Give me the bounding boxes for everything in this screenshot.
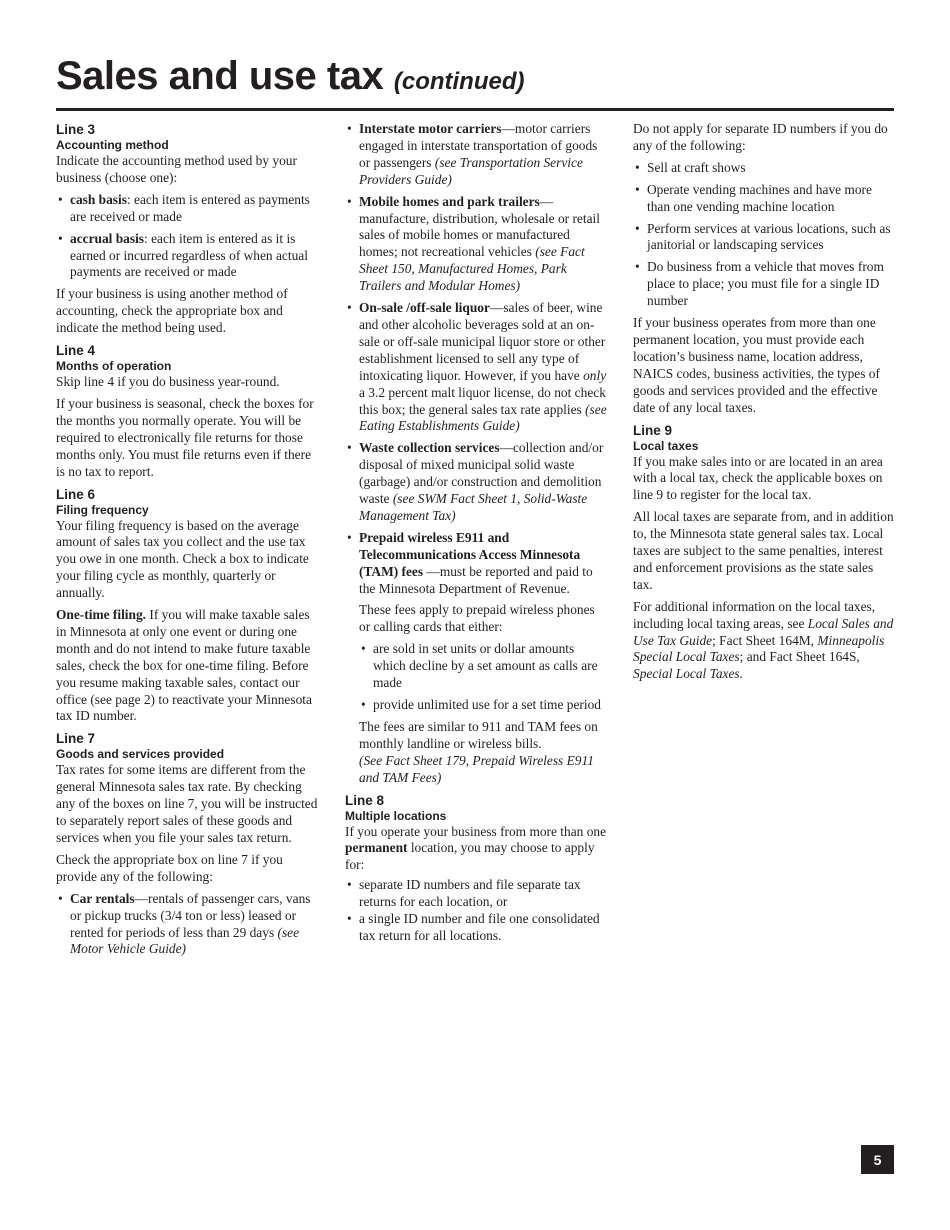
page-number: 5 bbox=[861, 1145, 894, 1174]
reference: (see Transportation Service Providers Guide) bbox=[359, 154, 583, 187]
separate-id-intro: Do not apply for separate ID numbers if you do any of the following: bbox=[633, 121, 888, 153]
line9-heading: Line 9 bbox=[633, 422, 673, 438]
title-rule bbox=[56, 108, 894, 111]
line4-p2: If your business is seasonal, check the boxes for the months you normally operate. You will be required to electronically file returns for those months only. You must file returns even if there is no tax to report. bbox=[56, 395, 314, 479]
line7-p2: Check the appropriate box on line 7 if you provide any of the following: bbox=[56, 851, 283, 884]
text: —sales of beer, wine and other alcoholic beverages sold at an on-sale or off-sale municipal liquor store or other establishment licensed to sell any type of intoxicating liquor. However, if you have bbox=[359, 300, 606, 383]
line3-outro: If your business is using another method of accounting, check the appropriate box and indicate the method being used. bbox=[56, 286, 288, 336]
text: —manufacture, distribution, wholesale or retail sales of mobile homes or manufactured homes; not recreational vehicles bbox=[359, 193, 600, 260]
text: —must be reported and paid to the Minnesota Department of Revenue. bbox=[359, 563, 593, 596]
column-3 bbox=[633, 121, 895, 688]
list-item: • provide unlimited use for a set time period bbox=[359, 697, 607, 714]
list-item: • Sell at craft shows bbox=[633, 160, 895, 177]
line4-subheading: Months of operation bbox=[56, 359, 172, 374]
term: cash basis bbox=[70, 191, 127, 207]
line3-intro: Indicate the accounting method used by your business (choose one): bbox=[56, 153, 297, 185]
list-item bbox=[345, 440, 607, 525]
text: location, you may choose to apply for: bbox=[345, 840, 595, 873]
line9-p3 bbox=[633, 599, 895, 684]
line6-heading: Line 6 bbox=[56, 486, 96, 502]
text: a 3.2 percent malt liquor license, do not check this box; the general sales tax rate applies bbox=[359, 384, 606, 417]
line8-heading: Line 8 bbox=[345, 792, 385, 808]
line7-heading: Line 7 bbox=[56, 731, 96, 747]
line6-p2 bbox=[56, 607, 318, 725]
list-item bbox=[56, 891, 318, 959]
emphasis: only bbox=[583, 367, 607, 383]
separate-id-list bbox=[633, 160, 895, 310]
list-item: • Perform services at various locations, such as janitorial or landscaping services bbox=[633, 221, 895, 255]
line8-intro bbox=[345, 824, 607, 875]
line4-heading: Line 4 bbox=[56, 343, 96, 359]
line3-heading: Line 3 bbox=[56, 122, 96, 137]
term: Prepaid wireless E911 and Telecommunications Access Minnesota (TAM) fees bbox=[359, 529, 581, 579]
reference: Minneapolis Special Local Taxes bbox=[633, 632, 885, 665]
list-item bbox=[345, 194, 607, 295]
line3-list bbox=[56, 192, 318, 282]
text: : each item is entered as it is earned or incurred regardless of when actual payments are received or made bbox=[70, 230, 308, 280]
title-continued: (continued) bbox=[393, 68, 525, 95]
term: Waste collection services bbox=[359, 440, 500, 456]
line8-subheading: Multiple locations bbox=[345, 808, 447, 823]
column-2 bbox=[345, 121, 607, 950]
reference: (see SWM Fact Sheet 1, Solid-Waste Management Tax) bbox=[359, 491, 588, 523]
text: : each item is entered as payments are received or made bbox=[70, 191, 310, 224]
text: If you operate your business from more than one bbox=[345, 823, 607, 839]
list-item: • Do business from a vehicle that moves from place to place; you must file for a single ID number bbox=[633, 259, 895, 310]
line8-list bbox=[345, 877, 607, 945]
list-item bbox=[345, 121, 607, 189]
term: Car rentals bbox=[70, 890, 135, 906]
reference: (see Motor Vehicle Guide) bbox=[70, 924, 300, 957]
page-header bbox=[56, 50, 894, 111]
column-1 bbox=[56, 121, 318, 963]
term: accrual basis bbox=[70, 230, 145, 246]
page-title bbox=[56, 50, 894, 108]
line6-subheading: Filing frequency bbox=[56, 502, 149, 517]
text: If you will make taxable sales in Minnesota at only one event or during one month and do not intend to make future taxable sales, check the box for one-time filing. Before you resume making taxable sales, contact our office (see page 2) to reactivate your Minnesota tax ID number. bbox=[56, 607, 312, 724]
list-item bbox=[56, 231, 318, 282]
text: For additional information on the local taxes, including local taxing areas, see bbox=[633, 598, 876, 631]
list-item bbox=[345, 300, 607, 435]
term: On-sale /off-sale liquor bbox=[359, 300, 490, 316]
fees-list bbox=[359, 641, 607, 714]
text: ; and Fact Sheet 164S, bbox=[739, 649, 860, 665]
text: —rentals of passenger cars, vans or pickup trucks (3/4 ton or less) leased or rented for periods of less than 29 days bbox=[70, 890, 311, 940]
line7-list bbox=[56, 891, 318, 959]
line6-p1: Your filing frequency is based on the average amount of sales tax you collect and the use tax you owe in one month. Check a box to indicate your filing cycle as monthly, quarterly or annually. bbox=[56, 517, 309, 601]
text: —motor carriers engaged in interstate transportation of goods or passengers bbox=[359, 121, 598, 170]
fees-block bbox=[359, 602, 607, 786]
text: —collection and/or disposal of mixed municipal solid waste (garbage) and/or construction and demolition waste bbox=[359, 440, 604, 507]
reference: (see Eating Establishments Guide) bbox=[359, 401, 607, 434]
reference: (see Fact Sheet 150, Manufactured Homes, Park Trailers and Modular Homes) bbox=[359, 244, 585, 294]
text: ; Fact Sheet 164M, bbox=[712, 632, 818, 648]
fees-intro: These fees apply to prepaid wireless phones or calling cards that either: bbox=[359, 602, 595, 635]
list-item: • a single ID number and file one consolidated tax return for all locations. bbox=[345, 911, 607, 945]
reference: Local Sales and Use Tax Guide bbox=[633, 615, 894, 648]
list-item: • Operate vending machines and have more than one vending machine location bbox=[633, 182, 895, 216]
reference: (See Fact Sheet 179, Prepaid Wireless E911 and TAM Fees) bbox=[359, 752, 594, 785]
title-text: Sales and use tax bbox=[56, 54, 384, 98]
list-item: • separate ID numbers and file separate tax returns for each location, or bbox=[345, 877, 607, 911]
fees-outro bbox=[359, 719, 607, 787]
line7-p1: Tax rates for some items are different from the general Minnesota sales tax rate. By checking any of the boxes on line 7, you will be instructed to separately report sales of these goods and services when you file your sales tax return. bbox=[56, 762, 318, 845]
line9-subheading: Local taxes bbox=[633, 438, 699, 453]
line9-p2: All local taxes are separate from, and in addition to, the Minnesota state general sales tax. Local taxes are subject to the same penalties, interest and enforcement provisions as the state sales tax. bbox=[633, 509, 894, 592]
term: Interstate motor carriers bbox=[359, 121, 502, 136]
term: One-time filing. bbox=[56, 607, 147, 623]
line4-p1: Skip line 4 if you do business year-round. bbox=[56, 374, 280, 390]
list-item bbox=[56, 192, 318, 226]
line9-p1: If you make sales into or are located in an area with a local tax, check the applicable boxes on line 9 to register for the local tax. bbox=[633, 453, 883, 503]
text: The fees are similar to 911 and TAM fees on monthly landline or wireless bills. bbox=[359, 718, 598, 751]
line3-subheading: Accounting method bbox=[56, 138, 169, 152]
reference: Special Local Taxes. bbox=[633, 666, 743, 682]
locations-paragraph: If your business operates from more than one permanent location, you must provide each location’s business name, location address, NAICS codes, business activities, the types of goods and services provided and the effective date of any local taxes. bbox=[633, 315, 880, 415]
line7-subheading: Goods and services provided bbox=[56, 747, 225, 762]
list-item bbox=[345, 530, 607, 598]
term: Mobile homes and park trailers bbox=[359, 193, 540, 209]
emphasis: permanent bbox=[345, 840, 408, 856]
list-item: • are sold in set units or dollar amounts which decline by a set amount as calls are made bbox=[359, 641, 607, 692]
line7-list-continued bbox=[345, 121, 607, 597]
